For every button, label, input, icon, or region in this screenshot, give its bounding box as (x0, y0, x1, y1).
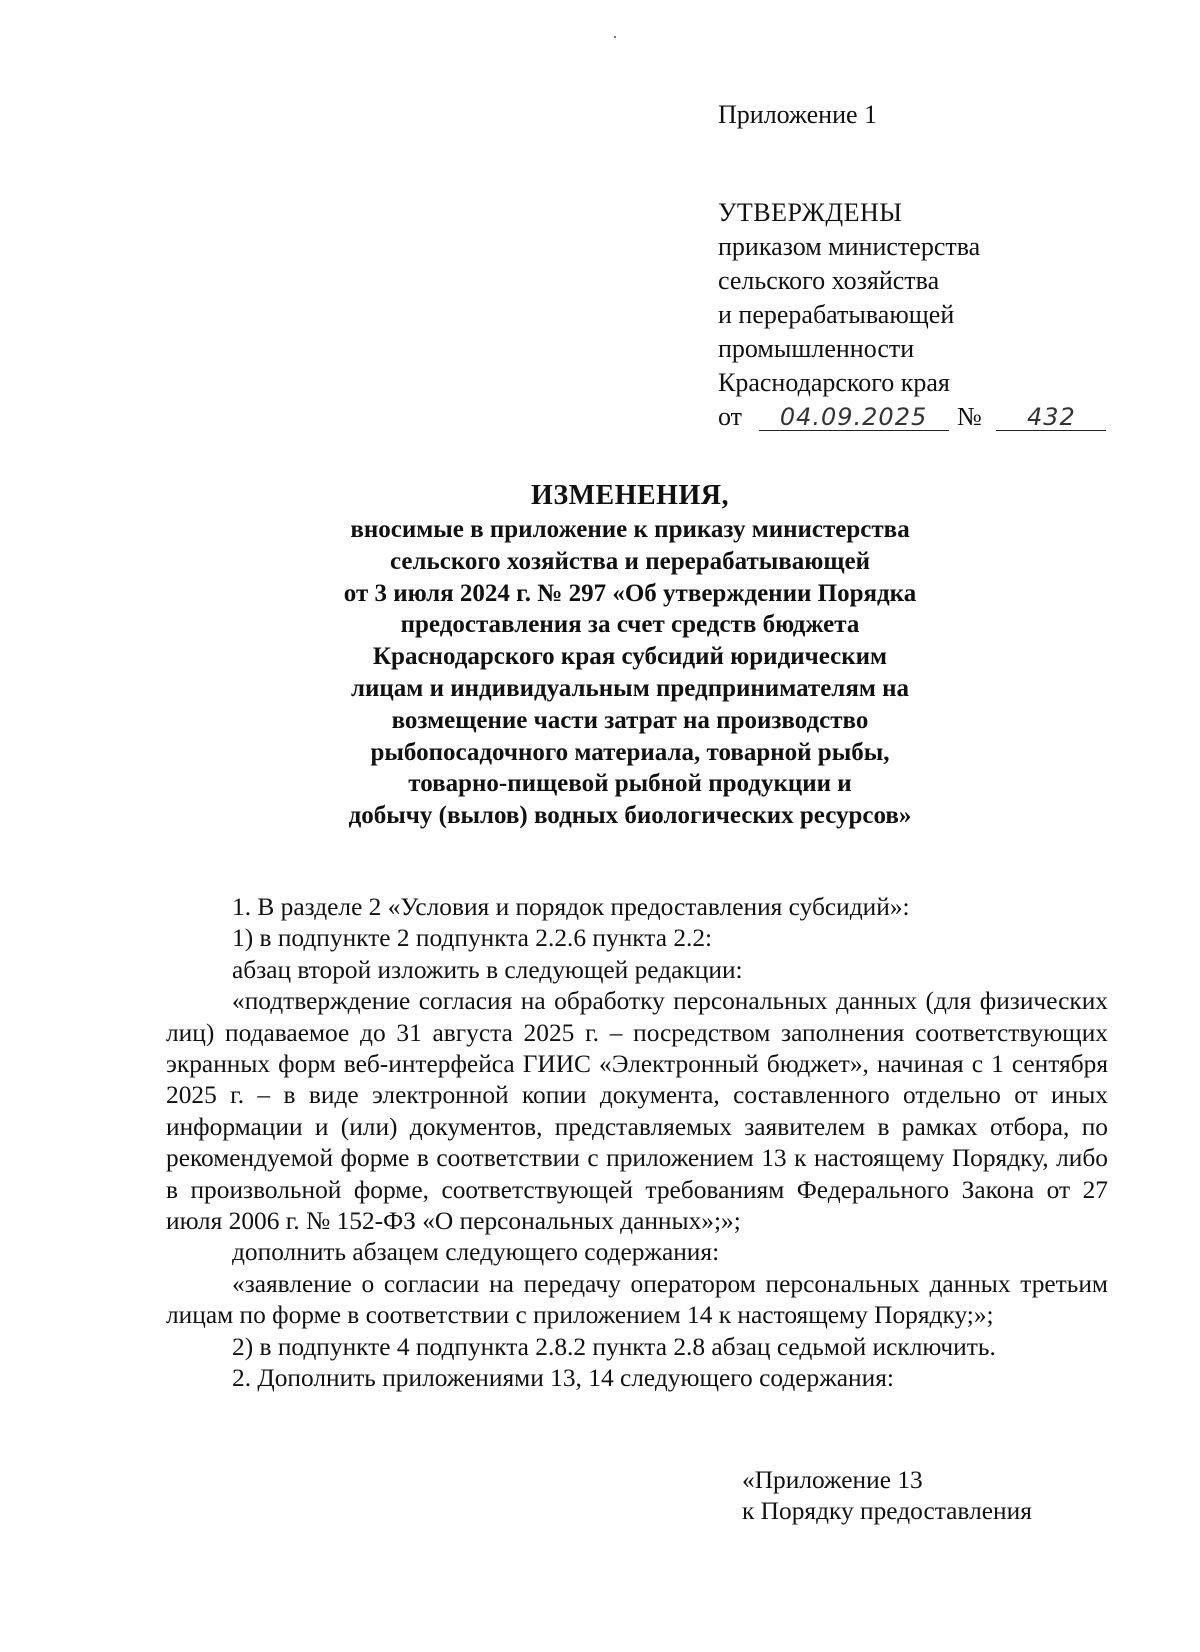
title-line: предоставления за счет средств бюджета (400, 611, 860, 639)
number-sign: № (957, 402, 982, 431)
document-title (160, 478, 1100, 832)
title-line: добычу (вылов) водных биологических ресурсов» (348, 802, 912, 830)
approval-line: промышленности (718, 334, 915, 363)
title-line: рыбопосадочного материала, товарной рыбы, (370, 738, 890, 766)
approval-block (718, 196, 1106, 434)
paragraph-add-appendices: 2. Дополнить приложениями 13, 14 следующего содержания: (232, 1364, 894, 1393)
approved-heading: УТВЕРЖДЕНЫ (718, 198, 903, 227)
appendix-13-heading (742, 1465, 1032, 1528)
title-main: ИЗМЕНЕНИЯ, (531, 480, 729, 511)
handwritten-date: 04.09.2025 (759, 404, 949, 431)
paragraph-add-abzac: дополнить абзацем следующего содержания: (232, 1238, 720, 1267)
title-subtitle (160, 514, 1100, 832)
title-line: от 3 июля 2024 г. № 297 «Об утверждении Порядка (343, 579, 917, 607)
document-body (166, 892, 1108, 1395)
approval-line: и перерабатывающей (718, 300, 955, 329)
title-line: возмещение части затрат на производство (391, 706, 869, 734)
scan-artifact-dot (614, 36, 616, 38)
appendix-label: Приложение 1 (718, 100, 878, 129)
from-prefix: от (718, 402, 743, 431)
paragraph-consent-text: «подтверждение согласия на обработку персональных данных (для физических лиц) подаваемое до 31 августа 2025 г. – посредством заполнения соответствующих экранных форм веб-интерфейса ГИИС «Электронный бюджет», начиная с 1 сентября 2025 г. – в виде электронной копии документа, составленного отдельно от иных информации и (или) документов, представляемых заявителем в рамках отбора, по рекомендуемой форме в соответствии с приложением 13 к настоящему Порядку, либо в произвольной форме, соответствующей требованиям Федерального Закона от 27 июля 2006 г. № 152-ФЗ «О персональных данных»;»; (166, 987, 1108, 1236)
handwritten-order-number: 432 (996, 404, 1106, 431)
paragraph-subitem-1: 1) в подпункте 2 подпункта 2.2.6 пункта 2.2: (232, 924, 713, 953)
paragraph-second-abzac: абзац второй изложить в следующей редакции: (232, 955, 743, 984)
appendix-13-line: к Порядку предоставления (742, 1497, 1032, 1526)
paragraph-transfer-consent: «заявление о согласии на передачу оператором персональных данных третьим лицам по форме в соответствии с приложением 14 к настоящему Порядку;»; (166, 1269, 1108, 1330)
title-line: вносимые в приложение к приказу министерства (350, 516, 910, 543)
title-line: товарно-пищевой рыбной продукции и (408, 770, 852, 798)
appendix-13-line: «Приложение 13 (742, 1466, 923, 1494)
title-line: Краснодарского края субсидий юридическим (372, 643, 888, 671)
paragraph-subitem-2: 2) в подпункте 4 подпункта 2.8.2 пункта 2.8 абзац седьмой исключить. (232, 1332, 996, 1361)
paragraph-section-2: 1. В разделе 2 «Условия и порядок предоставления субсидий»: (232, 893, 910, 921)
order-date-number-row (718, 400, 1106, 434)
approval-line: Краснодарского края (718, 368, 950, 397)
title-line: лицам и индивидуальным предпринимателям на (350, 674, 910, 702)
title-line: сельского хозяйства и перерабатывающей (390, 547, 870, 575)
approval-line: приказом министерства (718, 232, 981, 261)
approval-line: сельского хозяйства (718, 266, 940, 295)
